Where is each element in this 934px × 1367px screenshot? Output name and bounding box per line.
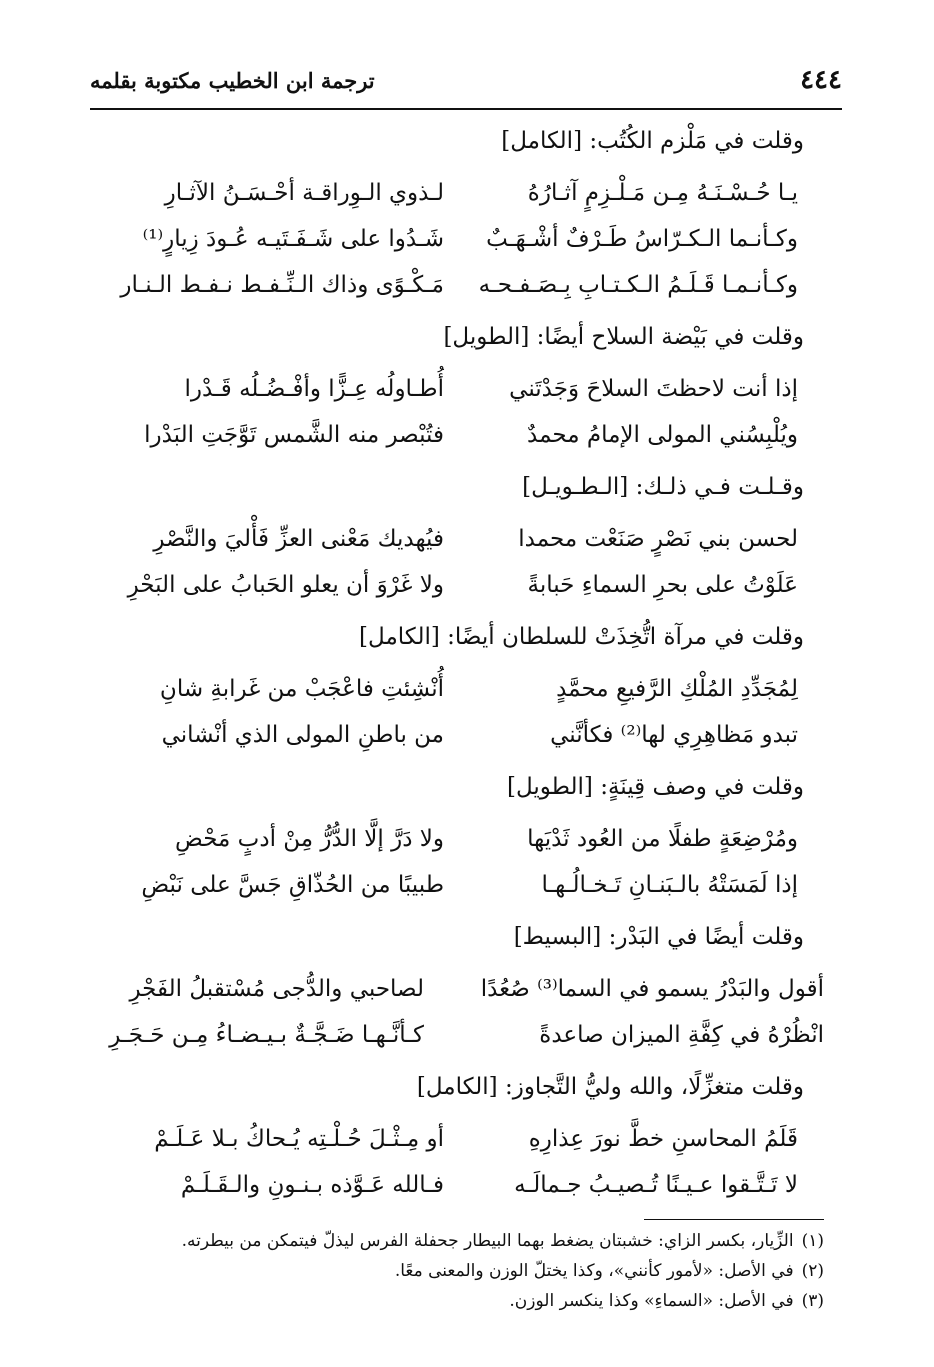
verse-couplet <box>95 562 834 608</box>
verse-couplet <box>95 1116 834 1162</box>
second-hemistich: أُطـاولُه عِـزًّا وأفْـضُـلُه قَـدْرا <box>184 376 444 402</box>
first-hemistich: ومُرْضِعَةٍ طفلًا من العُود ثَدْيَها <box>527 826 798 852</box>
footnote-rule <box>644 1219 824 1220</box>
footnote-text: الزِّيار، بكسر الزاي: خشبتان يضغط بهما البيطار جحفلة الفرس ليذلّ فيتمكن من بيطرته. <box>181 1231 794 1251</box>
verse-couplet <box>95 862 834 908</box>
second-hemistich: فـالله عَـوَّذه بـنـونِ والـقَـلَـمْ <box>180 1172 444 1198</box>
second-hemistich: من باطنِ المولى الذي أنْشاني <box>161 722 444 748</box>
footnote-marker: (٢) <box>801 1261 824 1281</box>
page-header <box>90 58 842 102</box>
first-hemistich: عَلَوْتُ على بحرِ السماءِ حَبابةً <box>527 572 798 598</box>
first-hemistich: انْظُرْهُ في كِفَّةِ الميزان صاعدةً <box>539 1022 824 1048</box>
footnote-text: في الأصل: «السماءِ» وكذا ينكسر الوزن. <box>509 1291 794 1311</box>
verse-couplet <box>95 262 834 308</box>
first-hemistich: أقول والبَدْرُ يسمو في السما⁽³⁾ صُعُدًا <box>480 976 824 1002</box>
second-hemistich: لصاحبي والدُّجى مُسْتقبلُ الفَجْرِ <box>129 976 424 1002</box>
first-hemistich: يـا حُـسْـنَـهُ مِـن مَـلْـزِمٍ آثـارُهُ <box>527 180 798 206</box>
verse-couplet <box>95 966 834 1012</box>
second-hemistich: كـأنَّـهـا ضَـجَّـةٌ بـيـضـاءُ مِـن حَـجَـرِ <box>109 1022 424 1048</box>
second-hemistich: فتُبْصر منه الشَّمس تَوَّجَتِ البَدْرا <box>144 422 444 448</box>
verse-couplet <box>95 816 834 862</box>
verse-couplet <box>95 170 834 216</box>
first-hemistich: وكـأنـمـا قَـلَـمُ الـكـتـابِ بِـصَـفـحـه <box>478 272 798 298</box>
second-hemistich: ولا دَرَّ إلَّا الدُّرُّ مِنْ أدبٍ مَحْضِ <box>175 826 444 852</box>
second-hemistich: أو مِـثْـلَ حُـلْـتِه يُـحاكُ بـلا عَـلَـمْ <box>154 1126 444 1152</box>
footnotes <box>90 1226 824 1316</box>
section-intro: وقلت في مرآة اتُّخِذَتْ للسلطان أيضًا: [الكامل] <box>359 624 804 650</box>
footnote-marker: (١) <box>801 1231 824 1251</box>
footnote <box>90 1226 824 1256</box>
footnote <box>90 1286 824 1316</box>
first-hemistich: إذا لَمَسَتْهُ بالـبَنـانِ تَـخـالُـهـا <box>541 872 798 898</box>
second-hemistich: فيُهديك مَعْنى العزِّ فَأْليَ والنَّصْرِ <box>153 526 444 552</box>
first-hemistich: قَلَمُ المحاسنِ خطَّ نورَ عِذارِهِ <box>528 1126 798 1152</box>
section-intro: وقلت متغزِّلًا، والله وليُّ التَّجاوز: [الكامل] <box>416 1074 804 1100</box>
first-hemistich: تبدو مَظاهِرِي لها⁽²⁾ فكأنَّني <box>550 722 798 748</box>
section-intro: وقلت في وصف قِينَةٍ: [الطويل] <box>506 774 804 800</box>
running-title: ترجمة ابن الخطيب مكتوبة بقلمه <box>90 67 375 93</box>
second-hemistich: ولا غَرْوَ أن يعلو الحَبابُ على البَحْرِ <box>127 572 444 598</box>
poem-body <box>95 118 834 1214</box>
first-hemistich: لِمُجَدِّدِ المُلْكِ الرَّفيعِ محمَّدٍ <box>556 676 798 702</box>
first-hemistich: إذا أنت لاحظتَ السلاحَ وَجَدْتَني <box>509 376 798 402</box>
section-intro: وقـلـت فـي ذلـك: [الـطـويـل] <box>522 474 804 500</box>
first-hemistich: لحسن بني نَصْرٍ صَنَعْت محمدا <box>518 526 798 552</box>
second-hemistich: أُنْشِئتِ فاعْجَبْ من غَرابةِ شانِ <box>159 676 444 702</box>
second-hemistich: طبيبًا من الحُذّاقِ جَسَّ على نَبْضِ <box>141 872 444 898</box>
verse-couplet <box>95 216 834 262</box>
first-hemistich: لا تَـتَّـقوا عـيـنًا تُـصيـبُ جـمالَـه <box>514 1172 798 1198</box>
second-hemistich: شَـدُوا على شَـفَـتَيـه عُـودَ زِيارٍ⁽¹⁾ <box>142 226 444 252</box>
section-intro: وقلت في بَيْضة السلاح أيضًا: [الطويل] <box>443 324 804 350</box>
first-hemistich: ويُلْبِسُني المولى الإمامُ محمدٌ <box>527 422 798 448</box>
footnote-text: في الأصل: «لأمور كأنني»، وكذا يختلّ الوزن والمعنى معًا. <box>394 1261 794 1281</box>
verse-couplet <box>95 712 834 758</box>
second-hemistich: مَـكْـوًى وذاك الـنِّـفـط نـفـط الـنـار <box>120 272 444 298</box>
verse-couplet <box>95 516 834 562</box>
verse-couplet <box>95 366 834 412</box>
footnote <box>90 1256 824 1286</box>
section-intro: وقلت في مَلْزم الكُتُب: [الكامل] <box>501 128 804 154</box>
second-hemistich: لـذوي الـوِراقـة أحْـسَـنُ الآثـارِ <box>164 180 444 206</box>
footnote-marker: (٣) <box>801 1291 824 1311</box>
verse-couplet <box>95 412 834 458</box>
page-number: ٤٤٤ <box>800 65 842 95</box>
header-rule <box>90 108 842 110</box>
verse-couplet <box>95 1012 834 1058</box>
verse-couplet <box>95 1162 834 1208</box>
first-hemistich: وكـأنـما الـكـرّاسُ طَـرْفٌ أشْـهَـبٌ <box>486 226 798 252</box>
verse-couplet <box>95 666 834 712</box>
section-intro: وقلت أيضًا في البَدْر: [البسيط] <box>513 924 804 950</box>
